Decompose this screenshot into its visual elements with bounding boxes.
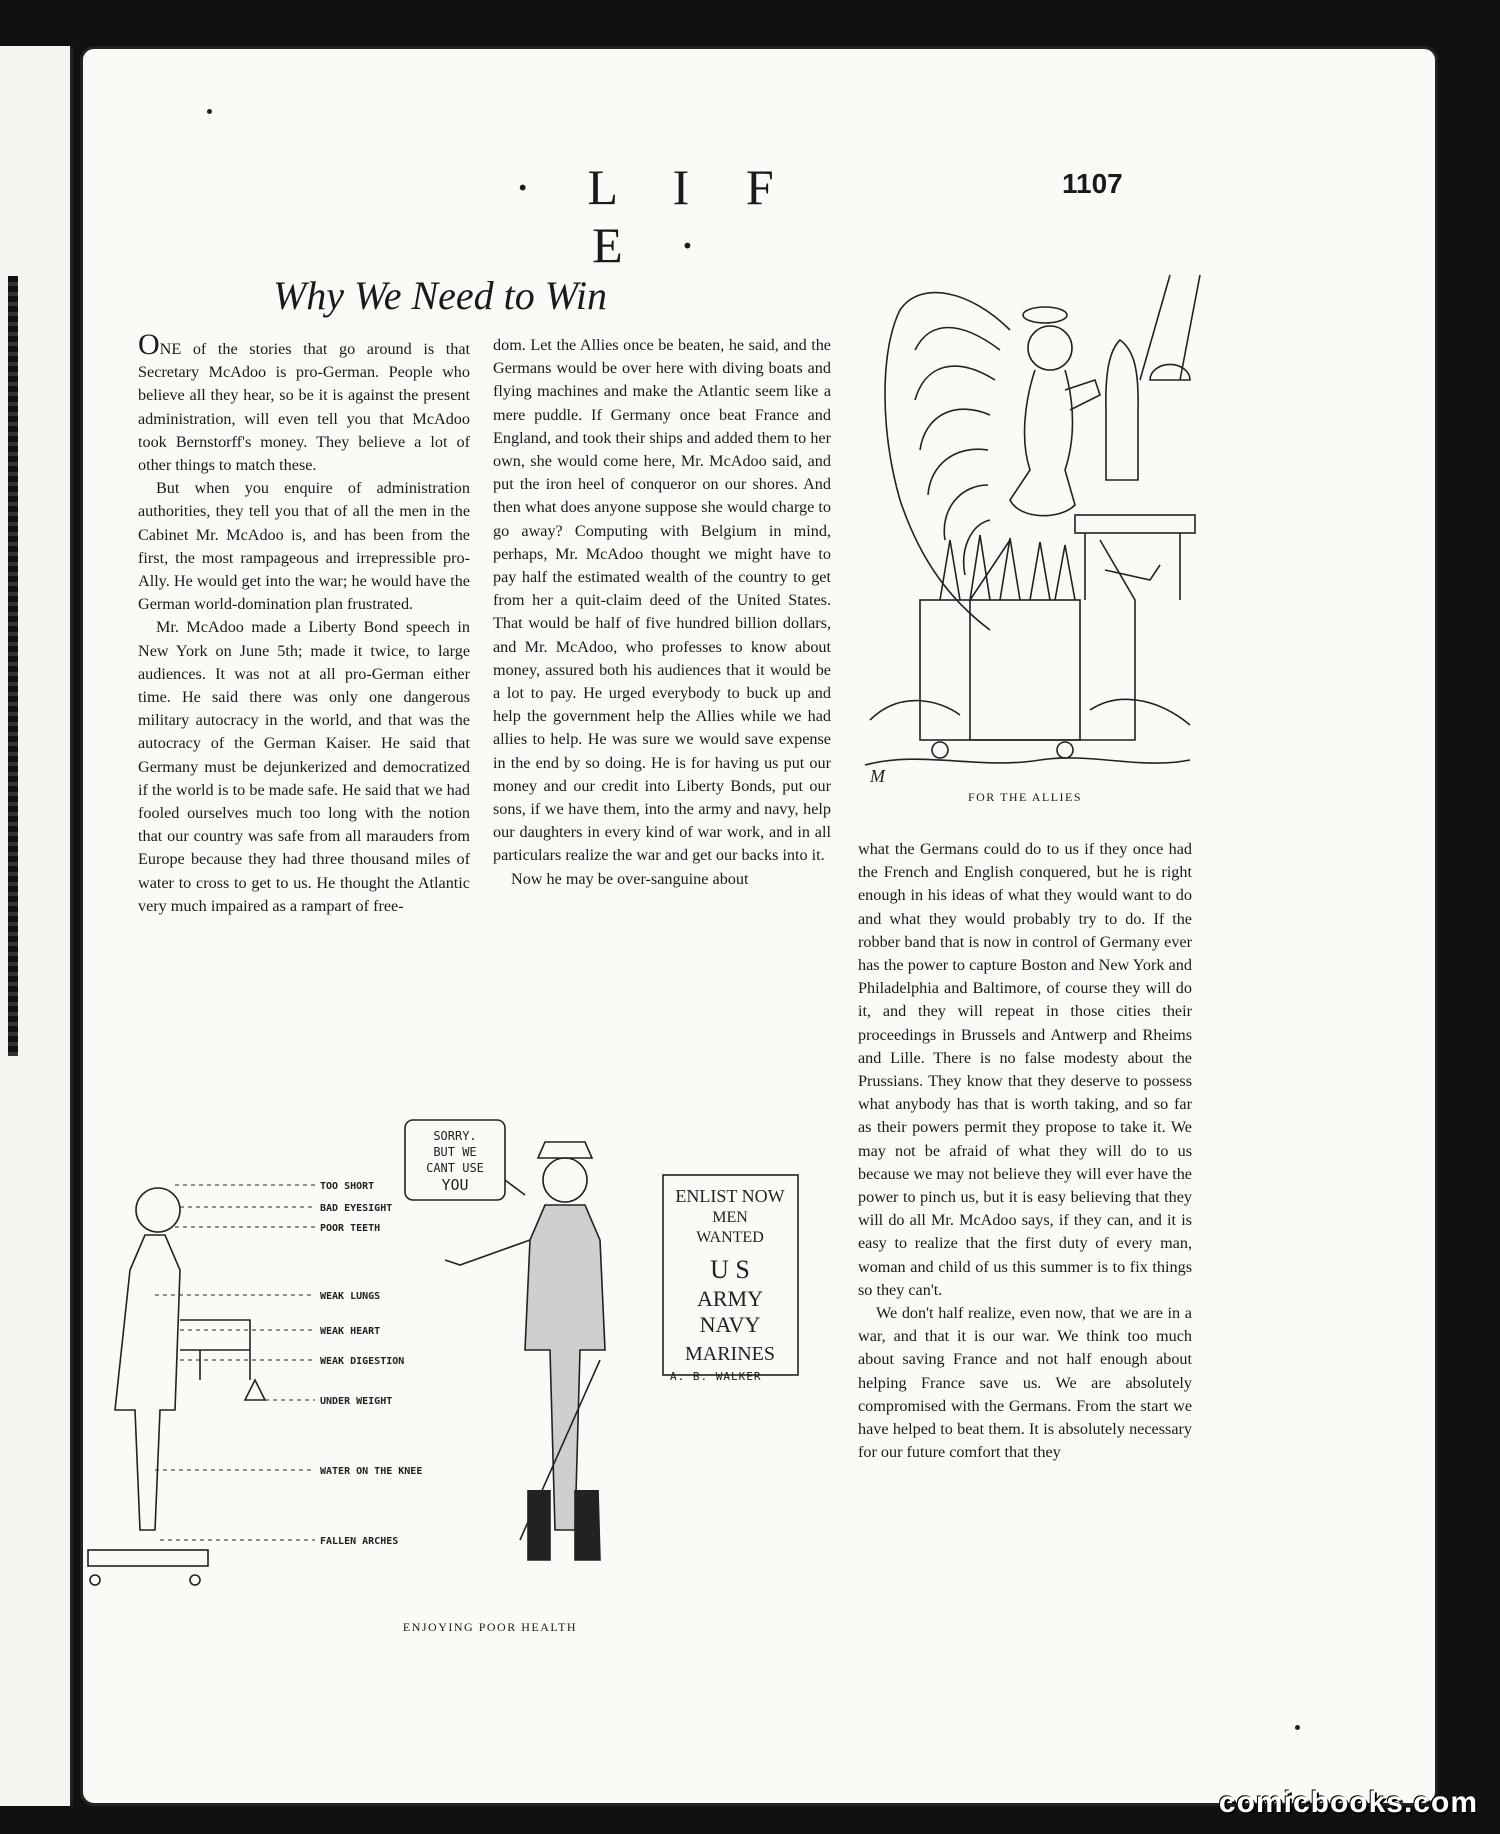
scale-weight (245, 1380, 265, 1400)
poster-line: WANTED (696, 1229, 764, 1246)
poster-line: MARINES (684, 1343, 776, 1365)
health-caption: ENJOYING POOR HEALTH (402, 1620, 578, 1634)
ailment-label: BAD EYESIGHT (320, 1203, 393, 1214)
artist-credit: A. B. WALKER (670, 1370, 762, 1383)
clouds (865, 699, 1190, 765)
ailment-label: WEAK LUNGS (320, 1291, 381, 1302)
wing-feathers (915, 328, 1000, 576)
angel-caption: FOR THE ALLIES (967, 790, 1083, 804)
recruit-head (136, 1188, 180, 1232)
crate-wheel (1057, 742, 1073, 758)
bench-top (1075, 515, 1195, 533)
bench-legs (1085, 533, 1180, 600)
scale-wheel (190, 1575, 200, 1585)
ailment-label: WEAK HEART (320, 1326, 381, 1337)
paragraph: dom. Let the Allies once be beaten, he said, and the Germans would be over here with diving boats and flying machines and make the Atlantic seem like a mere puddle. If Germany once beat France and England, and took their ships and added them to her own, she would come here, Mr. McAdoo said, and put the iron heel of conqueror on our shores. And then what does anyone suppose she would charge to go away? Computing with Belgium in mind, perhaps, Mr. McAdoo thought we might have to pay half the estimated wealth of the country to get from her a quit-claim deed of the United States. That would be half of five hundred billion dollars, and Mr. McAdoo, who professes to know about money, assured both his audiences that it would be a lot to pay. He urged everybody to buck up and help the government help the Allies while we had allies to help. He was sure we would save expense in the end by so doing. He is for having us put our money and our credit into Liberty Bonds, put our sons, if we have them, into the army and navy, help our daughters in every kind of war work, and in all particulars realize the war and get our backs into it. (493, 336, 831, 865)
poster-line: NAVY (699, 1312, 761, 1337)
angel-robe (1010, 370, 1075, 516)
speech-line: YOU (441, 1176, 469, 1194)
paragraph: Mr. McAdoo made a Liberty Bond speech in New York on June 5th; made it twice, to large audiences. It was not at all pro-German either time. He said there was only one dangerous military autocracy in the world, and that was the autocracy of the German Kaiser. He said that Germany must be dejunkerized and democratized if the world is to be made safe. He said that we had fooled ourselves much too long with the notion that our country was safe from all marauders from Europe because they had three thousand miles of water to cross to get to us. He thought the Atlantic very much impaired as a rampart of free- (138, 618, 470, 915)
speech-line: CANT USE (426, 1161, 484, 1175)
officer-cap (538, 1142, 592, 1158)
article-column-2 (493, 334, 831, 891)
binding-rod (8, 276, 18, 1056)
article-column-1 (138, 328, 471, 918)
article-title: Why We Need to Win (272, 273, 607, 318)
officer-head (543, 1158, 587, 1202)
poster-line: ARMY (696, 1286, 764, 1311)
poster-line: MEN (712, 1209, 748, 1226)
scale-platform (88, 1550, 208, 1566)
paragraph: But when you enquire of administration authorities, they tell you that of all the men in the Cabinet Mr. McAdoo is, and has been from the first, the most rampageous and irrepressible pro-Ally. He would get into the war; he would have the German world-domination plan frustrated. (138, 479, 470, 614)
ailment-label: UNDER WEIGHT (320, 1396, 393, 1407)
masthead: · L I F E · (514, 159, 796, 273)
paragraph-text: is that Secretary McAdoo is pro-German. People who believe all they hear, so be it is against the present administration, will even tell you that McAdoo took Bernstorff's money. They believe a lot of other things to match these. (138, 340, 471, 475)
ailment-label: POOR TEETH (320, 1223, 381, 1234)
scale-beam (180, 1320, 250, 1380)
ailment-label: WEAK DIGESTION (320, 1356, 405, 1367)
artist-signature: M (870, 766, 885, 786)
crate-back (970, 540, 1135, 740)
halo (1023, 307, 1067, 323)
crate-wheel (932, 742, 948, 758)
previous-page-edge (0, 46, 73, 1806)
paragraph (138, 328, 471, 477)
scale-wheel (90, 1575, 100, 1585)
paragraph: what the Germans could do to us if they once had the French and English conquered, but he is right enough in his ideas of what they would want to do and what they would probably try to do. If the robber band that is now in control of Germany ever has the power to capture Boston and New York and Philadelphia and Baltimore, of course they will do it, and they will repeat in those cities their proceedings in Brussels and Antwerp and Rheims and Lille. There is no false modesty about the Prussians. They know that they deserve to possess what anybody has that is worth taking, and so far as their powers permit they propose to take it. We may not be afraid of what they will do to us because we may not believe they will ever have the power to pinch us, but it is easy believing that they will do all Mr. McAdoo says, if they can, and it is easy to realize that the first duty of every man, woman and child of us this summer is to fix things so they can't. (858, 840, 1192, 1299)
drop-cap: O (138, 328, 160, 361)
speech-tail (505, 1180, 525, 1195)
angel-illustration (860, 270, 1210, 790)
crate (920, 600, 1080, 740)
watermark: comicbooks.com (1218, 1786, 1478, 1819)
ailment-label: TOO SHORT (320, 1181, 375, 1192)
angel-head (1028, 326, 1072, 370)
machine-wheel (1150, 364, 1190, 380)
speech-line: BUT WE (433, 1145, 477, 1159)
article-column-3 (858, 838, 1192, 1464)
page-number: 1107 (1062, 168, 1123, 199)
lead-in: NE of the stories that go around (159, 340, 412, 358)
ailment-label: FALLEN ARCHES (320, 1536, 399, 1547)
speech-line: SORRY. (433, 1129, 477, 1143)
paragraph: We don't half realize, even now, that we are in a war, and that it is our war. We think too much about saving France and not half enough about helping France save us. We are absolutely compromised with the Germans. From the start we have helped to beat them. It is absolutely necessary for our future comfort that they (858, 1304, 1192, 1462)
speck (207, 109, 212, 114)
ailment-label: WATER ON THE KNEE (320, 1466, 423, 1477)
angel-foot (1105, 565, 1160, 580)
officer-uniform (525, 1205, 605, 1530)
poster-line: ENLIST NOW (675, 1186, 785, 1206)
poster-line: U S (710, 1255, 750, 1284)
shell (1106, 340, 1138, 480)
officer-pointing-arm (445, 1240, 530, 1265)
paragraph: Now he may be over-sanguine about (511, 869, 749, 888)
speck (1295, 1725, 1300, 1730)
recruit-body (115, 1235, 180, 1530)
